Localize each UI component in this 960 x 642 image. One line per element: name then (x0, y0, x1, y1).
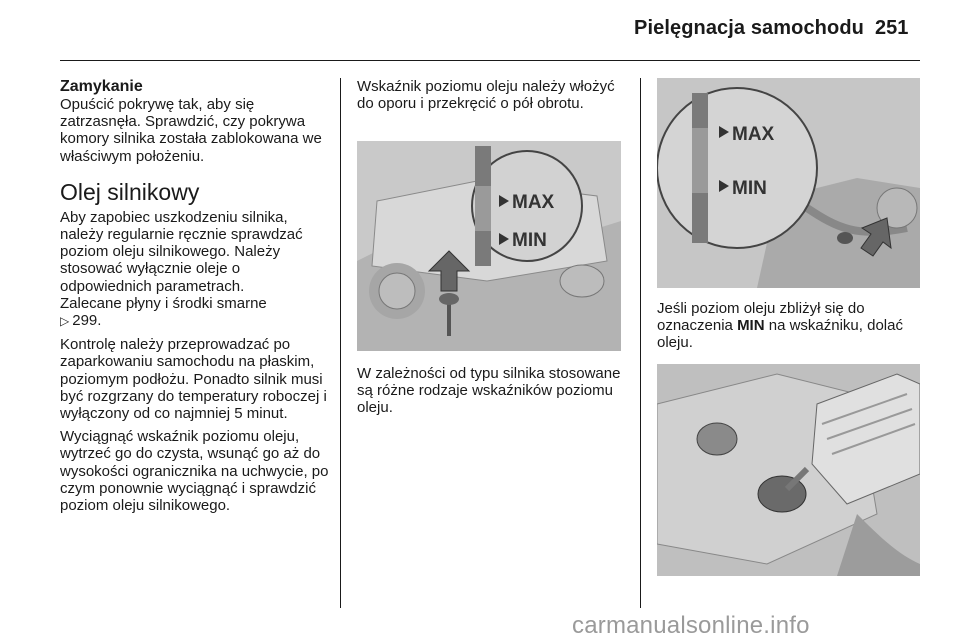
refill-paragraph (657, 300, 927, 352)
dipstick-variants-paragraph: W zależności od typu silnika stosowane są różne rodzaje wskaźników poziomu oleju. (357, 365, 621, 417)
header-divider (60, 60, 920, 61)
max-marker-label-2: MAX (732, 124, 775, 145)
fluids-page-number: 299. (72, 312, 102, 330)
watermark: carmanualsonline.info (572, 612, 810, 639)
check-conditions-paragraph: Kontrolę należy przeprowadzać po zaparkowaniu samochodu na płaskim, poziomym podłożu. Ponadto silnik musi być rozgrzany do temperatury roboczej i wyłączony od co najmniej 5 minut. (60, 336, 327, 423)
insert-dipstick-paragraph: Wskaźnik poziomu oleju należy włożyć do oporu i przekręcić o pół obrotu. (357, 78, 615, 113)
max-marker-label: MAX (512, 192, 555, 213)
column-left (60, 78, 332, 514)
page-header-title: Pielęgnacja samochodu (634, 17, 864, 39)
closing-heading: Zamykanie (60, 78, 143, 95)
oil-refill-figure (657, 364, 920, 576)
refill-text-before: Jeśli poziom oleju zbliżył się do oznaczenia (657, 300, 865, 335)
refill-min-emphasis: MIN (737, 317, 765, 335)
engine-dipstick-figure-1 (357, 141, 621, 351)
column-right (657, 300, 927, 352)
column-middle (357, 78, 627, 112)
column-divider-1 (340, 78, 341, 608)
closing-paragraph: Opuścić pokrywę tak, aby się zatrzasnęła. Sprawdzić, czy pokrywa komory silnika została zablokowana we właściwym położeniu. (60, 96, 322, 165)
fluids-page-reference[interactable] (60, 312, 332, 330)
column-middle-lower (357, 365, 627, 417)
fluids-reference-line: Zalecane płyny i środki smarne (60, 294, 267, 312)
column-divider-2 (640, 78, 641, 608)
page-reference-icon: ▷ (60, 314, 70, 329)
min-marker-label-2: MIN (732, 178, 767, 199)
engine-dipstick-figure-2 (657, 78, 920, 288)
oil-section-heading: Olej silnikowy (60, 178, 200, 205)
refill-text-after: na wskaźniku, dolać oleju. (657, 317, 903, 352)
page-number: 251 (875, 17, 909, 39)
min-marker-label: MIN (512, 230, 547, 251)
dipstick-procedure-paragraph: Wyciągnąć wskaźnik poziomu oleju, wytrzeć go do czysta, wsunąć go aż do wysokości ogranicznika na uchwycie, po czym ponownie wyciągnąć i sprawdzić poziom oleju silnikowego. (60, 428, 329, 515)
oil-intro-paragraph: Aby zapobiec uszkodzeniu silnika, należy regularnie ręcznie sprawdzać poziom oleju silnikowego. Należy stosować wyłącznie oleje o odpowiednich parametrach. (60, 208, 303, 295)
